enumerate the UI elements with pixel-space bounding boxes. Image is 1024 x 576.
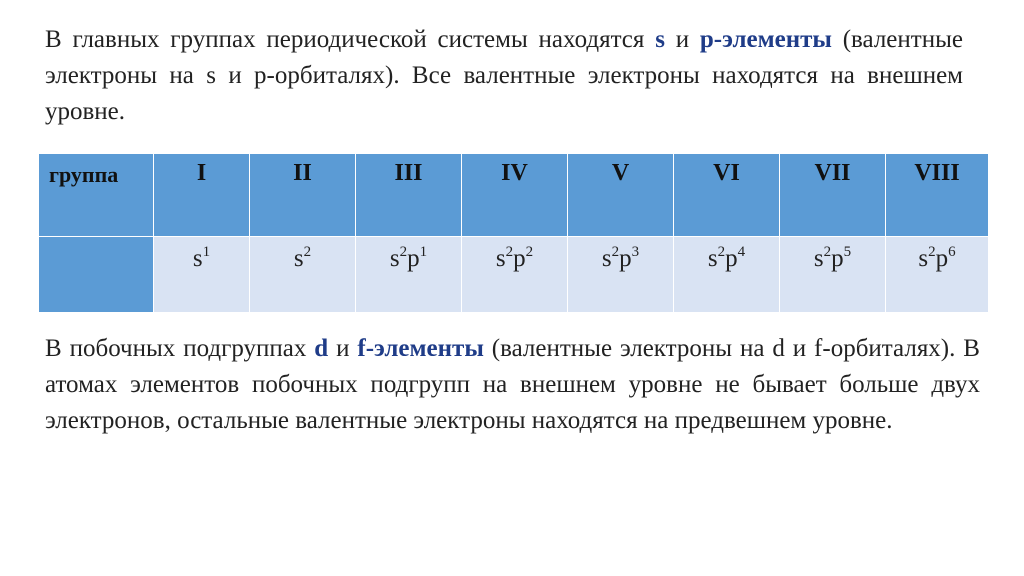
electron-count: 3 <box>631 244 640 260</box>
intro-text-2: и <box>664 26 700 53</box>
group-header-cell: III <box>356 154 462 237</box>
electron-config-cell <box>462 237 568 313</box>
intro-highlight-p: p-элементы <box>699 26 832 53</box>
header-label-cell: группа <box>39 154 154 237</box>
electron-config-cell <box>356 237 462 313</box>
orbital-letter: p <box>513 245 526 272</box>
orbital-letter: s <box>918 245 929 272</box>
orbital-letter: s <box>707 245 718 272</box>
intro-text-3: (валентные электроны на s и p-орбиталях). Все валентные электроны находятся на внешнем уровне. <box>45 26 963 125</box>
electron-config-cell <box>886 237 989 313</box>
intro-paragraph <box>45 22 963 130</box>
electron-count: 4 <box>737 244 746 260</box>
table-config-row <box>39 237 989 313</box>
orbital-letter: s <box>192 245 203 272</box>
electron-count: 2 <box>399 244 408 260</box>
orbital-letter: p <box>935 245 949 272</box>
group-header-cell: II <box>250 154 356 237</box>
electron-count: 2 <box>505 244 514 260</box>
electron-config-cell <box>674 237 780 313</box>
orbital-letter: p <box>831 245 844 272</box>
electron-count: 1 <box>419 244 428 260</box>
electron-count: 5 <box>843 244 852 260</box>
orbital-letter: s <box>495 245 506 272</box>
config-label-cell <box>39 237 154 313</box>
electron-count: 2 <box>928 244 936 260</box>
orbital-letter: s <box>293 245 304 272</box>
table-header-row <box>39 154 989 237</box>
electron-count: 2 <box>525 244 534 260</box>
orbital-letter: p <box>619 245 632 272</box>
orbital-letter: s <box>601 245 612 272</box>
group-header-cell: VI <box>674 154 780 237</box>
orbital-letter: p <box>407 245 420 272</box>
outro-text-1: В побочных подгруппах <box>45 335 315 362</box>
electron-count: 2 <box>303 244 312 260</box>
electron-count: 2 <box>611 244 620 260</box>
electron-count: 2 <box>823 244 832 260</box>
electron-count: 6 <box>948 244 956 260</box>
electron-config-cell <box>154 237 250 313</box>
outro-paragraph <box>45 331 980 439</box>
electron-count: 2 <box>717 244 726 260</box>
outro-highlight-f: f-элементы <box>357 335 484 362</box>
orbital-letter: s <box>389 245 400 272</box>
groups-table <box>38 153 989 313</box>
group-header-cell: I <box>154 154 250 237</box>
outro-highlight-d: d <box>314 335 329 362</box>
electron-count: 1 <box>202 244 211 260</box>
electron-config-cell <box>250 237 356 313</box>
orbital-letter: p <box>725 245 738 272</box>
group-header-cell: IV <box>462 154 568 237</box>
group-header-cell: VIII <box>886 154 989 237</box>
orbital-letter: s <box>813 245 824 272</box>
outro-text-3: (валентные электроны на d и f-орбиталях). В атомах элементов побочных подгрупп на внешнем уровне не бывает больше двух электронов, остальные валентные электроны находятся на предвешнем уровне. <box>45 335 980 434</box>
electron-config-cell <box>568 237 674 313</box>
electron-config-cell <box>780 237 886 313</box>
intro-highlight-s: s <box>655 26 665 53</box>
intro-text-1: В главных группах периодической системы находятся <box>45 26 656 53</box>
outro-text-2: и <box>328 335 358 362</box>
group-header-cell: V <box>568 154 674 237</box>
group-header-cell: VII <box>780 154 886 237</box>
